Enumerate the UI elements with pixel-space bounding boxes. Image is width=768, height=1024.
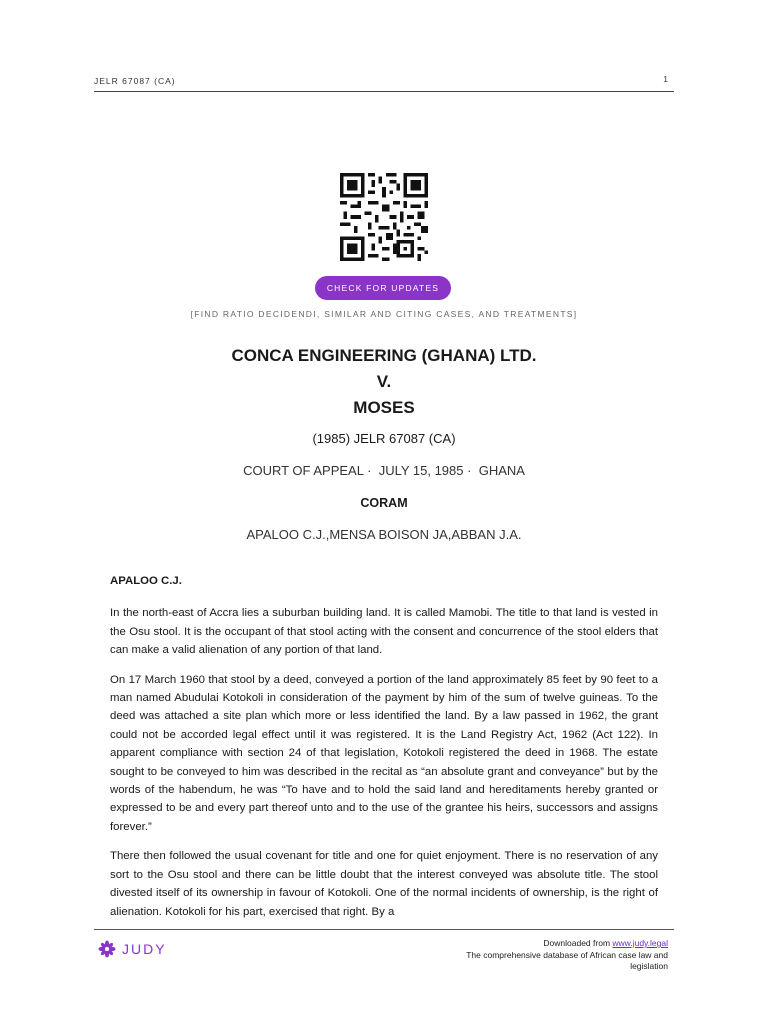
check-for-updates-button[interactable]: CHECK FOR UPDATES	[315, 276, 451, 300]
download-info	[428, 938, 668, 973]
case-citation: (1985) JELR 67087 (CA)	[312, 431, 456, 446]
footer-tagline: The comprehensive database of African case law and legislation	[466, 949, 668, 971]
qr-code-icon[interactable]	[340, 173, 428, 261]
document-reference: JELR 67087 (CA)	[94, 76, 176, 86]
party-two: MOSES	[353, 398, 415, 417]
separator: ·	[367, 463, 372, 478]
versus: V.	[376, 372, 392, 391]
judge-heading: APALOO C.J.	[110, 575, 182, 587]
party-one: CONCA ENGINEERING (GHANA) LTD.	[231, 346, 537, 365]
judgment-text	[110, 572, 658, 932]
court-info	[0, 463, 768, 478]
country: GHANA	[478, 463, 525, 478]
decision-date: JULY 15, 1985	[378, 463, 464, 478]
paragraph: There then followed the usual covenant for title and one for quiet enjoyment. There is no reservation of any sort to the Osu stool and there can be little doubt that the interest conveyed was absolute title. The stool divested itself of its ownership in favour of Kotokoli. One of the normal incidents of ownership, is the right of alienation. Kotokoli for his part, exercised that right. By a	[110, 850, 658, 918]
paragraph: On 17 March 1960 that stool by a deed, conveyed a portion of the land approximately 85 feet by 90 feet to a man named Abudulai Kotokoli in consideration of the payment by him of the sum of twelve guineas. To the deed was attached a site plan which more or less identified the land. By a law passed in 1962, the grant could not be accorded legal effect until it was registered. It is the Land Registry Act, 1962 (Act 122). In apparent compliance with section 24 of that legislation, Kotokoli registered the deed in 1968. The estate sought to be conveyed to him was described in the recital as “an absolute grant and conveyance” but by the words of the habendum, he was “To have and to hold the said land and hereditaments hereby granted or expressed to be and every part thereof unto and to the use of the grantee his heirs, successors and assigns forever.”	[110, 673, 658, 833]
flower-icon	[98, 940, 116, 958]
updates-subtitle: [FIND RATIO DECIDENDI, SIMILAR AND CITING CASES, AND TREATMENTS]	[190, 309, 578, 319]
judy-logo[interactable]	[98, 940, 167, 958]
coram-label: CORAM	[360, 496, 408, 510]
separator: ·	[467, 463, 472, 478]
paragraph: In the north-east of Accra lies a suburban building land. It is called Mamobi. The title to that land is vested in the Osu stool. It is the occupant of that stool acting with the consent and concurrence of the stool elders that can make a valid alienation of any portion of that land.	[110, 607, 658, 657]
court-name: COURT OF APPEAL	[243, 463, 364, 478]
footer-divider	[94, 929, 674, 930]
header-divider	[94, 91, 674, 92]
case-title	[0, 343, 768, 421]
page-number: 1	[663, 74, 668, 84]
judges-list: APALOO C.J.,MENSA BOISON JA,ABBAN J.A.	[246, 527, 522, 542]
downloaded-prefix: Downloaded from	[543, 938, 611, 948]
judy-link[interactable]: www.judy.legal	[612, 938, 668, 948]
brand-name: JUDY	[122, 941, 167, 957]
